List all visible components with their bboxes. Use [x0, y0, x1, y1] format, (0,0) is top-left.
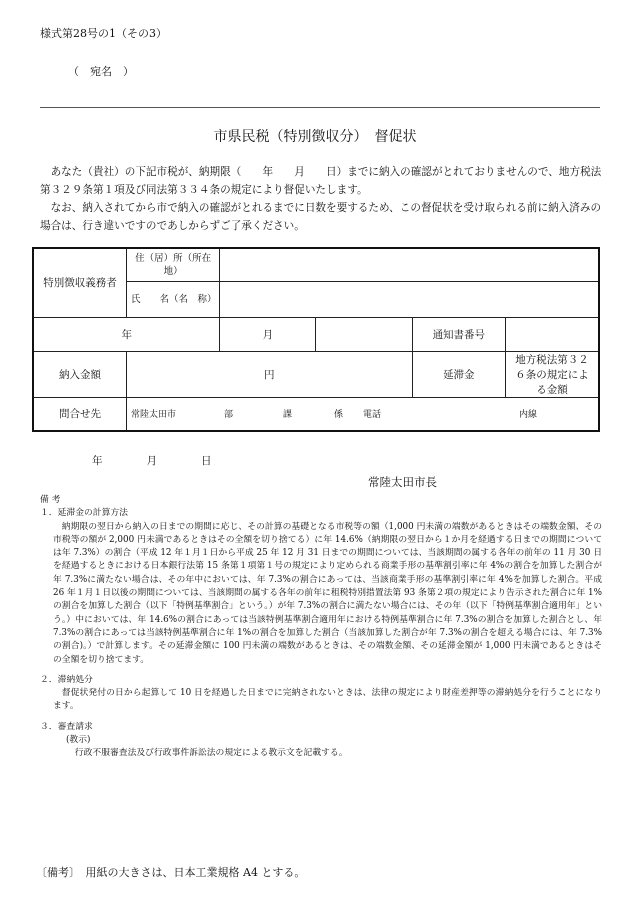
obligor-label: 特別徴収義務者: [33, 248, 126, 317]
month-blank: [316, 317, 412, 351]
month-label: 月: [220, 317, 316, 351]
addressee-placeholder: （ 宛名 ）: [68, 65, 134, 78]
name-label: 氏 名（名 称）: [126, 281, 219, 317]
payment-amount-label: 納入金額: [33, 351, 126, 397]
note-3-subheading: (教示): [66, 735, 91, 746]
note-3-body: 行政不服審査法及び行政事件訴訟法の規定による教示文を記載する。: [74, 748, 348, 759]
notes-section: [40, 494, 602, 761]
note-1-heading: １．延滞金の計算方法: [40, 508, 128, 519]
form-number: 様式第28号の1（その3）: [40, 27, 167, 40]
note-2-body: 督促状発付の日から起算して 10 日を経過した日までに完納されないときは、法律の規定により財産差押等の滞納処分を行うことになります。: [53, 688, 602, 712]
notice-number-field[interactable]: [506, 317, 599, 351]
inquiry-city: 常陸太田市: [130, 410, 176, 421]
paper-size-footnote: 〔備考〕 用紙の大きさは、日本工業規格 A4 とする。: [36, 866, 306, 879]
date-month: 月: [146, 455, 157, 467]
issue-date-line: [92, 453, 212, 468]
notes-title: 備 考: [40, 495, 61, 505]
inquiry-contact: [126, 397, 599, 431]
payment-amount-unit: 円: [126, 351, 412, 397]
header-divider: [40, 107, 600, 108]
note-2-heading: ２．滞納処分: [40, 674, 93, 685]
name-field[interactable]: [220, 281, 599, 317]
inquiry-extension: 内線: [519, 410, 538, 421]
date-day: 日: [201, 455, 212, 467]
inquiry-unit: 係: [333, 410, 343, 421]
late-fee-value: 地方税法第３２６条の規定による金額: [506, 351, 599, 397]
inquiry-dept: 部: [223, 410, 233, 421]
mayor-signature: 常陸太田市長: [368, 475, 437, 489]
document-title: 市県民税（特別徴収分） 督促状: [213, 129, 417, 145]
tax-info-table: [32, 247, 600, 432]
note-3-heading: ３．審査請求: [40, 721, 93, 732]
inquiry-phone: 電話: [363, 410, 382, 421]
intro-paragraph-2: なお、納入されてから市で納入の確認がとれるまでに日数を要するため、この督促状を受け取られる前に納入済みの場合は、行き違いですのであしからずご了承ください。: [40, 202, 602, 232]
notice-number-label: 通知書番号: [412, 317, 505, 351]
late-fee-label: 延滞金: [412, 351, 505, 397]
date-year: 年: [92, 455, 103, 467]
year-label: 年: [33, 317, 220, 351]
address-label: 住（居）所（所在地）: [126, 248, 219, 281]
inquiry-section: 課: [282, 410, 292, 421]
inquiry-label: 問合せ先: [33, 397, 126, 431]
address-field[interactable]: [220, 248, 599, 281]
intro-paragraph-1: あなた（貴社）の下記市税が、納期限（ 年 月 日）までに納入の確認がとれておりませんので、地方税法第３２９条第１項及び同法第３３４条の規定により督促いたします。: [40, 166, 602, 196]
note-1-body: 納期限の翌日から納入の日までの期間に応じ、その計算の基礎となる市税等の額（1,000 円未満の端数があるときはその端数金額、その市税等の額が 2,000 円未満であるときはその全額を切り捨てる）に年 14.6%（納期限の翌日から１か月を経過する日までの期間については年 7.3%）の割合（平成 12 年１月１日から平成 25 年 12 月 31 日までの期間については、当該期間の属する各年の前年の 11 月 30 日を経過するときにおける日本銀行法第 15 条第１項第１号の規定により定められる商業手形の基準割引率に年 4%の割合を加算した割合が年 7.3%に満たない場合は、その年中においては、年 7.3%の割合にあっては、当該商業手形の基準割引率に年 4%を加算した割合。平成 26 年１月１日以後の期間については、当該期間の属する各年の前年に租税特別措置法第 93 条第２項の規定により告示された割合に年 1%の割合を加算した割合（以下「特例基準割合」という。）が年 7.3%の割合に満たない場合には、その年（以下「特例基準割合適用年」という。）中においては、年 14.6%の割合にあっては当該特例基準割合適用年における特例基準割合に年 7.3%の割合を加算した割合とし、年 7.3%の割合にあっては当該特例基準割合に年 1%の割合を加算した割合（当該加算した割合が年 7.3%の割合を超える場合には、年 7.3%の割合)。）で計算します。その延滞金額に 100 円未満の端数があるときは、その端数金額、その延滞金額が 1,000 円未満であるときはその全額を切り捨てます。: [53, 521, 602, 665]
intro-text: [40, 163, 608, 235]
